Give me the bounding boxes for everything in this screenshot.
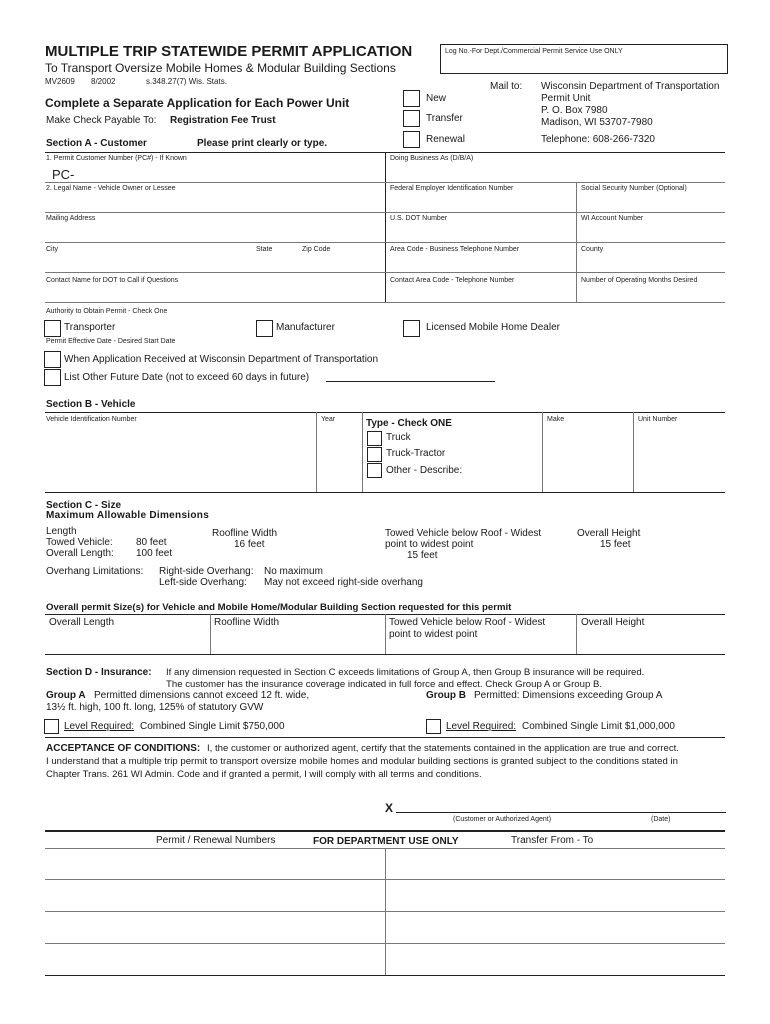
customer-number-field[interactable]: PC- — [52, 167, 75, 182]
business-phone-label: Area Code - Business Telephone Number — [390, 246, 520, 253]
zip-label: Zip Code — [302, 246, 331, 253]
wi-account-label: WI Account Number — [581, 215, 644, 222]
form-date: 8/2002 — [91, 77, 116, 86]
county-label: County — [581, 246, 604, 253]
authority-label: Authority to Obtain Permit - Check One — [46, 308, 168, 315]
mailing-address-label: Mailing Address — [46, 215, 96, 222]
dealer-label: Licensed Mobile Home Dealer — [426, 322, 560, 333]
group-b-label: Group B — [426, 690, 466, 701]
mail-line-1: Wisconsin Department of Transportation — [541, 81, 720, 92]
statute: s.348.27(7) Wis. Stats. — [146, 77, 227, 86]
other-type-label: Other - Describe: — [386, 465, 463, 476]
transfer-checkbox[interactable] — [403, 110, 420, 127]
towed-value: 80 feet — [136, 537, 167, 548]
group-a-level-value: Combined Single Limit $750,000 — [140, 721, 285, 732]
section-a-title: Section A - Customer — [46, 138, 147, 149]
req-overall-height[interactable]: Overall Height — [581, 617, 645, 628]
towed-below-value: 15 feet — [407, 550, 438, 561]
mail-line-4: Madison, WI 53707-7980 — [541, 117, 653, 128]
signature-label: (Customer or Authorized Agent) — [453, 816, 552, 823]
group-b-checkbox[interactable] — [426, 719, 441, 734]
log-number-box[interactable] — [440, 44, 728, 74]
future-date-line[interactable] — [326, 381, 495, 382]
ssn-label: Social Security Number (Optional) — [581, 185, 687, 192]
truck-tractor-checkbox[interactable] — [367, 447, 382, 462]
contact-name-label: Contact Name for DOT to Call if Questions — [46, 277, 179, 284]
group-a-text-2: 13½ ft. high, 100 ft. long, 125% of statutory GVW — [46, 702, 264, 713]
permit-renewal-numbers: Permit / Renewal Numbers — [156, 835, 276, 846]
complete-separate-note: Complete a Separate Application for Each Power Unit — [45, 96, 350, 110]
city-label: City — [46, 246, 59, 253]
acceptance-text-2: I understand that a multiple trip permit to transport oversize mobile homes and modular building sections is granted subject to the conditions stated in — [46, 756, 678, 767]
truck-checkbox[interactable] — [367, 431, 382, 446]
payable-to: Registration Fee Trust — [170, 115, 276, 126]
req-overall-length[interactable]: Overall Length — [49, 617, 115, 628]
months-label: Number of Operating Months Desired — [581, 277, 698, 284]
section-b-title: Section B - Vehicle — [46, 399, 136, 410]
renewal-checkbox[interactable] — [403, 131, 420, 148]
customer-number-label: 1. Permit Customer Number (PC#) - If Known — [46, 155, 187, 162]
length-label: Length — [46, 526, 77, 537]
overhang-label: Overhang Limitations: — [46, 566, 144, 577]
contact-phone-label: Contact Area Code - Telephone Number — [390, 277, 515, 284]
mail-line-3: P. O. Box 7980 — [541, 105, 608, 116]
group-a-text: Permitted dimensions cannot exceed 12 ft. wide, — [94, 690, 310, 701]
mail-line-2: Permit Unit — [541, 93, 591, 104]
group-a-label: Group A — [46, 690, 86, 701]
telephone: Telephone: 608-266-7320 — [541, 134, 655, 145]
overall-length-label: Overall Length: — [46, 548, 114, 559]
form-title: MULTIPLE TRIP STATEWIDE PERMIT APPLICATION — [45, 43, 413, 60]
towed-label: Towed Vehicle: — [46, 537, 113, 548]
req-towed-below-2: point to widest point — [389, 629, 478, 640]
new-label: New — [426, 93, 447, 104]
towed-below-label-1: Towed Vehicle below Roof - Widest — [385, 528, 542, 539]
effective-date-label: Permit Effective Date - Desired Start Date — [46, 338, 176, 345]
transfer-from-to: Transfer From - To — [511, 835, 594, 846]
legal-name-label: 2. Legal Name - Vehicle Owner or Lessee — [46, 185, 176, 192]
section-d-line1: If any dimension requested in Section C exceeds limitations of Group A, then Group B insurance will be required. — [166, 667, 645, 678]
left-overhang-value: May not exceed right-side overhang — [264, 577, 423, 588]
roofline-value: 16 feet — [234, 539, 265, 550]
make-label: Make — [547, 416, 565, 423]
payable-label: Make Check Payable To: — [46, 115, 157, 126]
section-d-line2: The customer has the insurance coverage indicated in full force and effect. Check Group A or Group B. — [166, 679, 603, 690]
acceptance-text-3: Chapter Trans. 261 WI Admin. Code and if granted a permit, I will comply with all terms and conditions. — [46, 769, 482, 780]
transporter-label: Transporter — [64, 322, 116, 333]
dba-label: Doing Business As (D/B/A) — [390, 155, 474, 162]
req-roofline-width[interactable]: Roofline Width — [214, 617, 280, 628]
acceptance-text-1: I, the customer or authorized agent, certify that the statements contained in the application are true and correct. — [207, 743, 679, 754]
when-received-label: When Application Received at Wisconsin Department of Transportation — [64, 354, 379, 365]
when-received-checkbox[interactable] — [44, 351, 61, 368]
acceptance-label: ACCEPTANCE OF CONDITIONS: — [46, 743, 201, 754]
year-label: Year — [321, 416, 336, 423]
fein-label: Federal Employer Identification Number — [390, 185, 514, 192]
dept-use-only: FOR DEPARTMENT USE ONLY — [313, 836, 459, 847]
section-a-instruction: Please print clearly or type. — [197, 138, 328, 149]
signature-x: X — [385, 801, 394, 815]
overall-length-value: 100 feet — [136, 548, 173, 559]
manufacturer-checkbox[interactable] — [256, 320, 273, 337]
usdot-label: U.S. DOT Number — [390, 215, 448, 222]
date-label: (Date) — [651, 816, 671, 823]
height-label: Overall Height — [577, 528, 641, 539]
group-b-level-value: Combined Single Limit $1,000,000 — [522, 721, 675, 732]
group-a-checkbox[interactable] — [44, 719, 59, 734]
log-number-label: Log No.-For Dept./Commercial Permit Service Use ONLY — [445, 48, 623, 55]
form-subtitle: To Transport Oversize Mobile Homes & Modular Building Sections — [45, 61, 396, 75]
form-number: MV2609 — [45, 77, 75, 86]
unit-number-label: Unit Number — [638, 416, 678, 423]
section-d-title: Section D - Insurance: — [46, 667, 152, 678]
group-a-level-label: Level Required: — [64, 721, 135, 732]
section-c-subtitle: Maximum Allowable Dimensions — [46, 510, 210, 521]
state-label: State — [256, 246, 273, 253]
vin-label: Vehicle Identification Number — [46, 416, 137, 423]
height-value: 15 feet — [600, 539, 631, 550]
right-overhang-value: No maximum — [264, 566, 323, 577]
left-overhang-label: Left-side Overhang: — [159, 577, 247, 588]
new-checkbox[interactable] — [403, 90, 420, 107]
req-towed-below-1[interactable]: Towed Vehicle below Roof - Widest — [389, 617, 546, 628]
group-b-level-label: Level Required: — [446, 721, 517, 732]
truck-label: Truck — [386, 432, 411, 443]
renewal-label: Renewal — [426, 134, 465, 145]
transfer-label: Transfer — [426, 113, 463, 124]
signature-line[interactable] — [396, 812, 726, 813]
truck-tractor-label: Truck-Tractor — [386, 448, 446, 459]
requested-size-title: Overall permit Size(s) for Vehicle and Mobile Home/Modular Building Section requested for this permit — [46, 602, 512, 613]
right-overhang-label: Right-side Overhang: — [159, 566, 254, 577]
transporter-checkbox[interactable] — [44, 320, 61, 337]
manufacturer-label: Manufacturer — [276, 322, 335, 333]
section-c-title: Section C - Size — [46, 500, 122, 511]
group-b-text: Permitted: Dimensions exceeding Group A — [474, 690, 663, 701]
towed-below-label-2: point to widest point — [385, 539, 474, 550]
future-date-checkbox[interactable] — [44, 369, 61, 386]
future-date-label: List Other Future Date (not to exceed 60 days in future) — [64, 372, 310, 383]
type-title: Type - Check ONE — [366, 418, 452, 429]
dealer-checkbox[interactable] — [403, 320, 420, 337]
roofline-label: Roofline Width — [212, 528, 278, 539]
mail-to-label: Mail to: — [490, 81, 523, 92]
other-type-checkbox[interactable] — [367, 463, 382, 478]
